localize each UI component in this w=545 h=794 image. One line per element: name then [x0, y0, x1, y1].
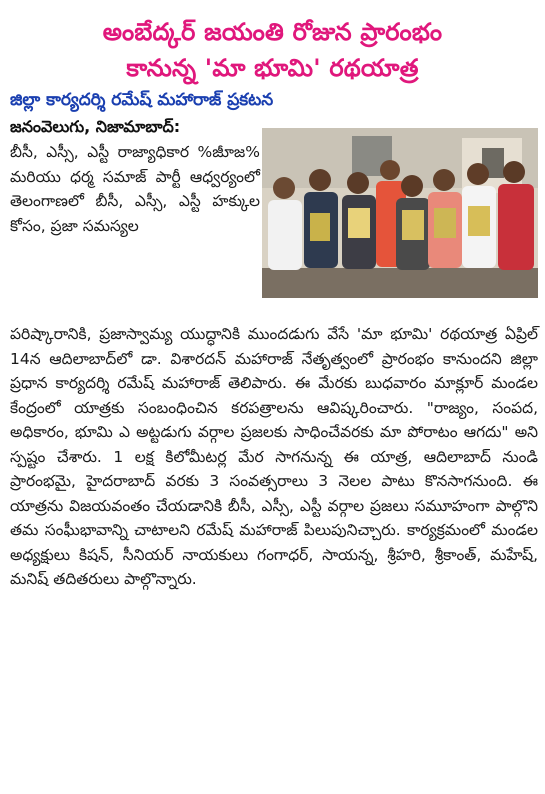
group-photo-illustration	[262, 128, 538, 298]
body-full-width	[10, 322, 538, 592]
headline-line-2: కానున్న 'మా భూమి' రథయాత్ర	[126, 54, 419, 82]
body-paragraph-main: పరిష్కారానికి, ప్రజాస్వామ్య యుద్ధానికి ముందడుగు వేసే 'మా భూమి' రథయాత్ర ఏప్రిల్ 14న ఆదిలాబాద్‌లో డా. విశారదన్ మహారాజ్ నేతృత్వంలో ప్రారంభం కానుందని జిల్లా ప్రధాన కార్యదర్శి రమేష్ మహారాజ్ తెలిపారు. ఈ మేరకు బుధవారం మాక్లూర్ మండల కేంద్రంలో యాత్రకు సంబంధించిన కరపత్రాలను ఆవిష్కరించారు. "రాజ్యం, సంపద, అధికారం, భూమి ఎ అట్టడుగు వర్గాల ప్రజలకు సాధించేవరకు మా పోరాటం ఆగదు" అని స్పష్టం చేశారు. 1 లక్ష కిలోమీటర్ల మేర సాగనున్న ఈ యాత్ర, ఆదిలాబాద్ నుండి ప్రారంభమై, హైదరాబాద్ వరకు 3 సంవత్సరాలు 3 నెలల పాటు కొనసాగనుంది. ఈ యాత్రను విజయవంతం చేయడానికి బీసీ, ఎస్సీ, ఎస్టీ వర్గాల ప్రజలు సమూహంగా పాల్గొని తమ సంఘీభావాన్ని చాటాలని రమేష్ మహారాజ్ పిలుపునిచ్చారు. కార్యక్రమంలో మండల అధ్యక్షులు కిషన్, సీనియర్ నాయకులు గంగాధర్, సాయన్న, శ్రీహరి, శ్రీకాంత్, మహేష్, మనిష్ తదితరులు పాల్గొన్నారు.	[10, 325, 538, 588]
body-paragraph-left: బీసీ, ఎస్సీ, ఎస్టీ రాజ్యాధికార %జీూజ% మరియు ధర్మ సమాజ్ పార్టీ ఆధ్వర్యంలో తెలంగాణలో బీసీ, ఎస్సీ, ఎస్టీ హక్కుల కోసం, ప్రజా సమస్యల	[10, 143, 260, 235]
headline	[0, 14, 545, 86]
news-photo	[262, 128, 538, 298]
headline-line-1: అంబేద్కర్ జయంతి రోజున ప్రారంభం	[102, 18, 443, 46]
dateline: జనంవెలుగు, నిజామాబాద్:	[10, 117, 181, 136]
subheadline: జిల్లా కార్యదర్శి రమేష్ మహారాజ్ ప్రకటన	[10, 90, 274, 110]
body-left-column	[10, 140, 260, 238]
